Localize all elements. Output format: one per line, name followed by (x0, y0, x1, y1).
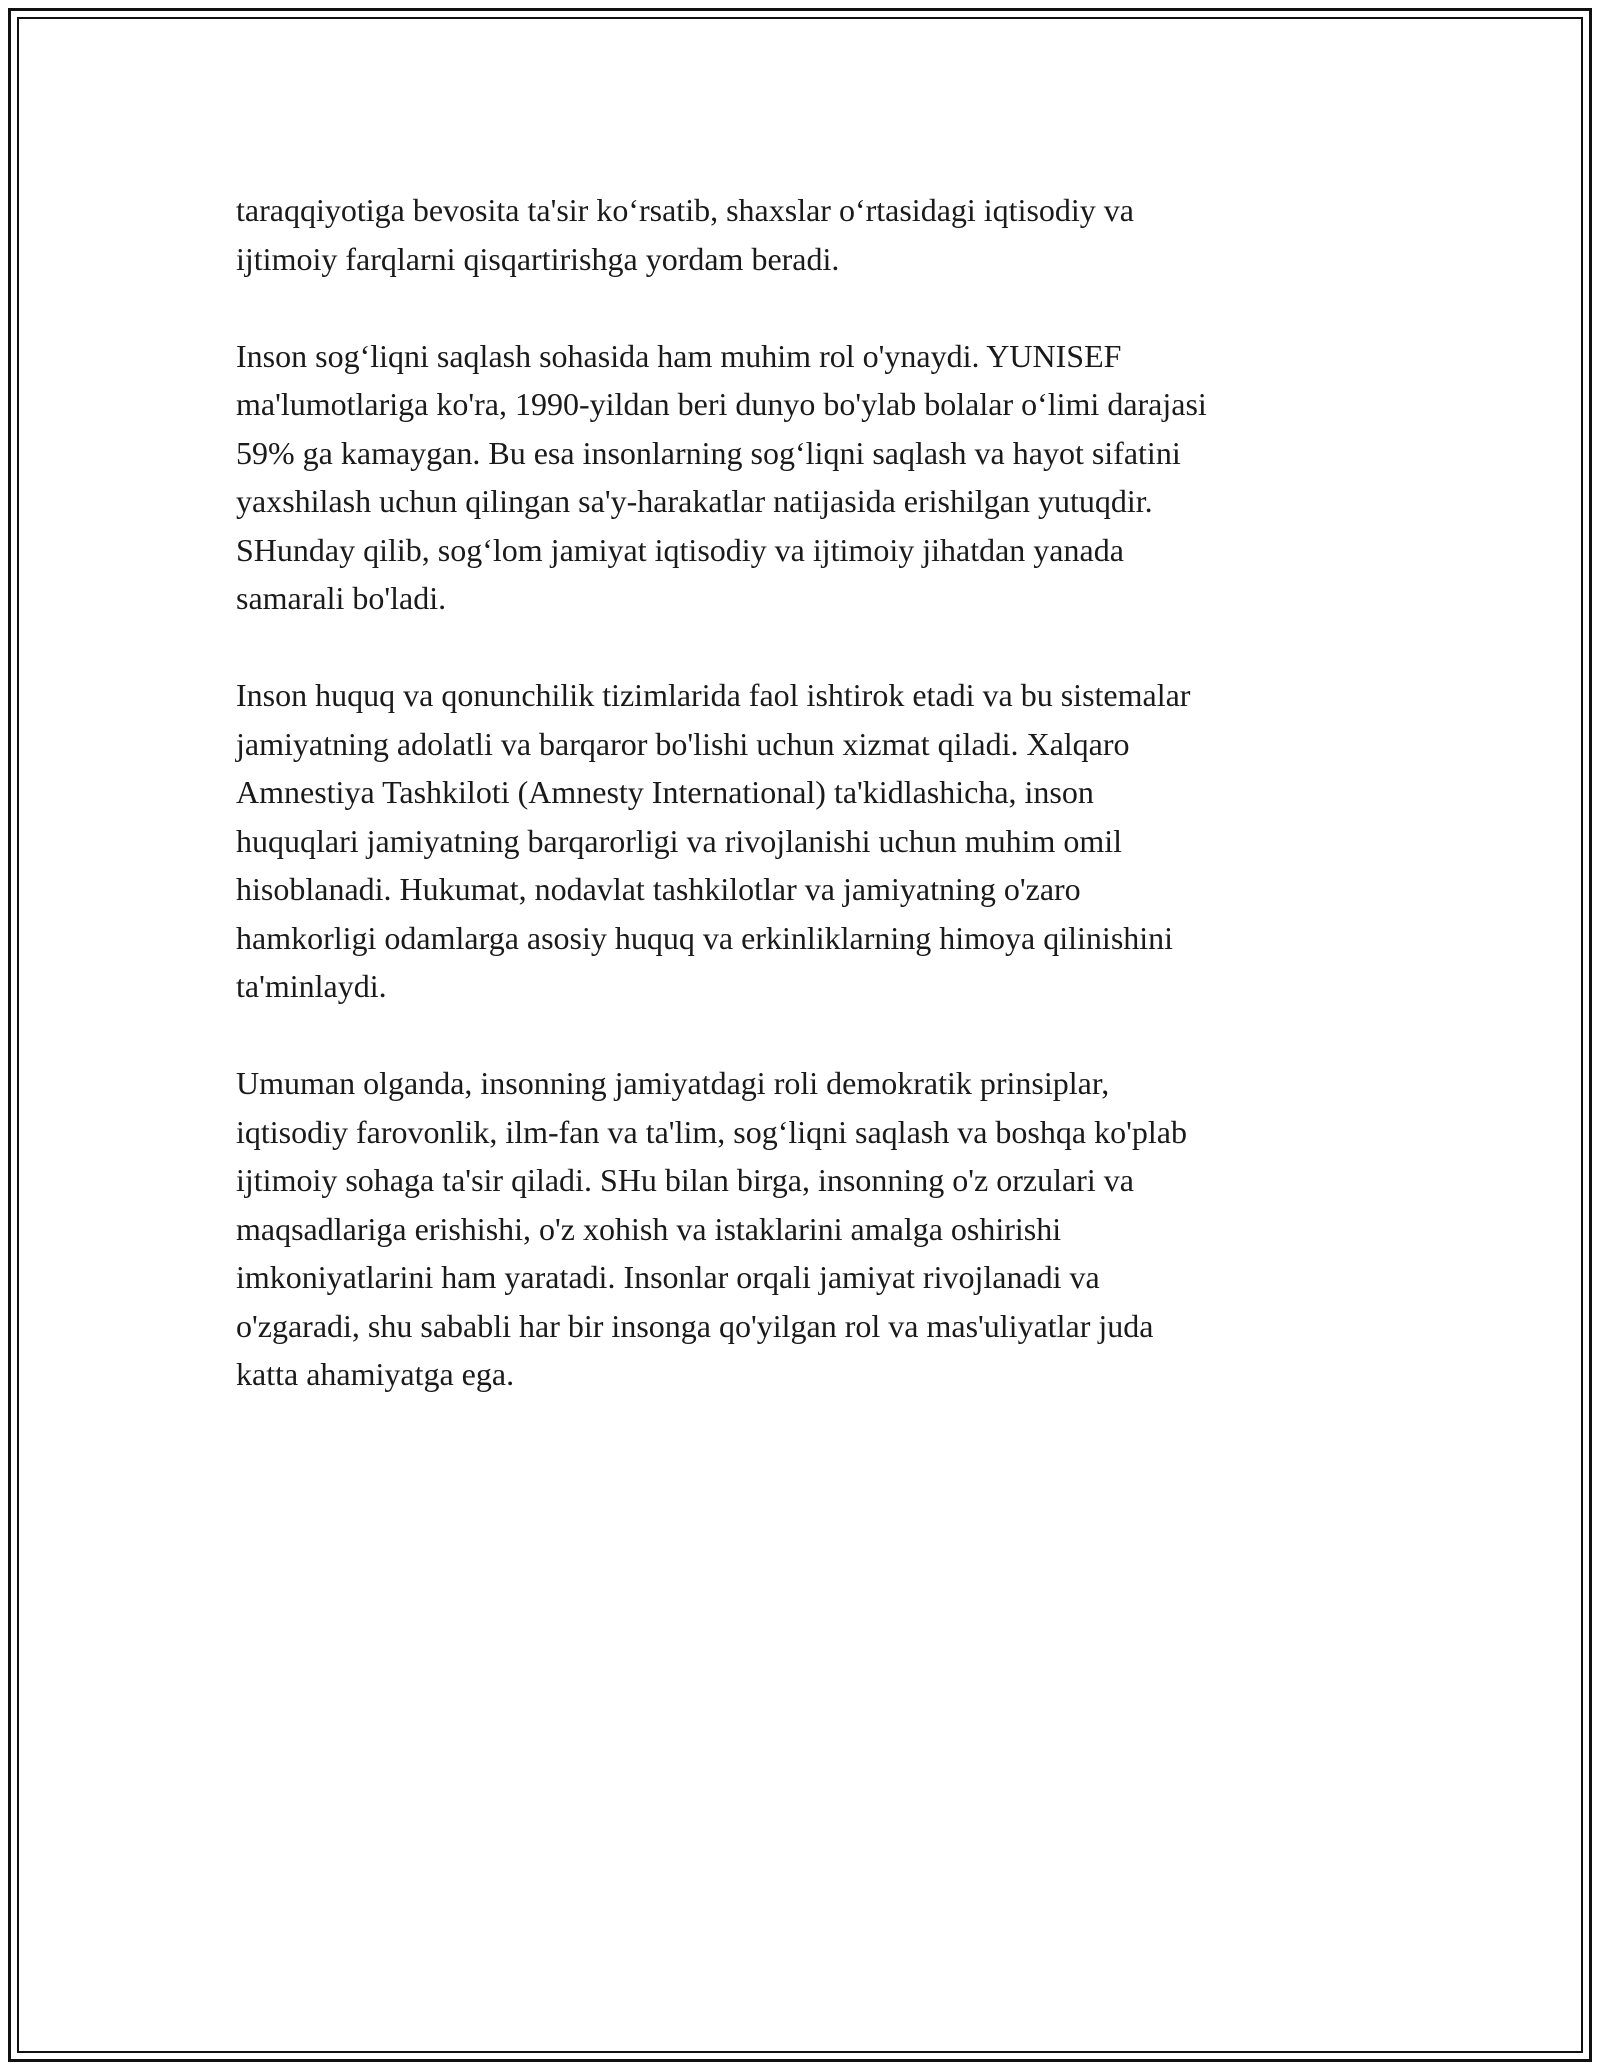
paragraph-3: Inson huquq va qonunchilik tizimlarida faol ishtirok etadi va bu sistemalar jamiyatning adolatli va barqaror bo'lishi uchun xizmat qiladi. Xalqaro Amnestiya Tashkiloti (Amnesty International) ta'kidlashicha, inson huquqlari jamiyatning barqarorligi va rivojlanishi uchun muhim omil hisoblanadi. Hukumat, nodavlat tashkilotlar va jamiyatning o'zaro hamkorligi odamlarga asosiy huquq va erkinliklarning himoya qilinishini ta'minlaydi. (236, 677, 1191, 1004)
document-body (236, 186, 1376, 1447)
paragraph-2: Inson sogʻliqni saqlash sohasida ham muhim rol o'ynaydi. YUNISEF ma'lumotlariga ko'ra, 1990-yildan beri dunyo bo'ylab bolalar oʻlimi darajasi 59% ga kamaygan. Bu esa insonlarning sogʻliqni saqlash va hayot sifatini yaxshilash uchun qilingan sa'y-harakatlar natijasida erishilgan yutuqdir. SHunday qilib, sogʻlom jamiyat iqtisodiy va ijtimoiy jihatdan yanada samarali bo'ladi. (236, 337, 1207, 616)
paragraph-4: Umuman olganda, insonning jamiyatdagi roli demokratik prinsiplar, iqtisodiy farovonlik, ilm-fan va ta'lim, sogʻliqni saqlash va boshqa ko'plab ijtimoiy sohaga ta'sir qiladi. SHu bilan birga, insonning o'z orzulari va maqsadlariga erishishi, o'z xohish va istaklarini amalga oshirishi imkoniyatlarini ham yaratadi. Insonlar orqali jamiyat rivojlanadi va o'zgaradi, shu sababli har bir insonga qo'yilgan rol va mas'uliyatlar juda katta ahamiyatga ega. (236, 1065, 1187, 1392)
paragraph-1: taraqqiyotiga bevosita ta'sir koʻrsatib, shaxslar oʻrtasidagi iqtisodiy va ijtimoiy farqlarni qisqartirishga yordam beradi. (236, 192, 1134, 277)
